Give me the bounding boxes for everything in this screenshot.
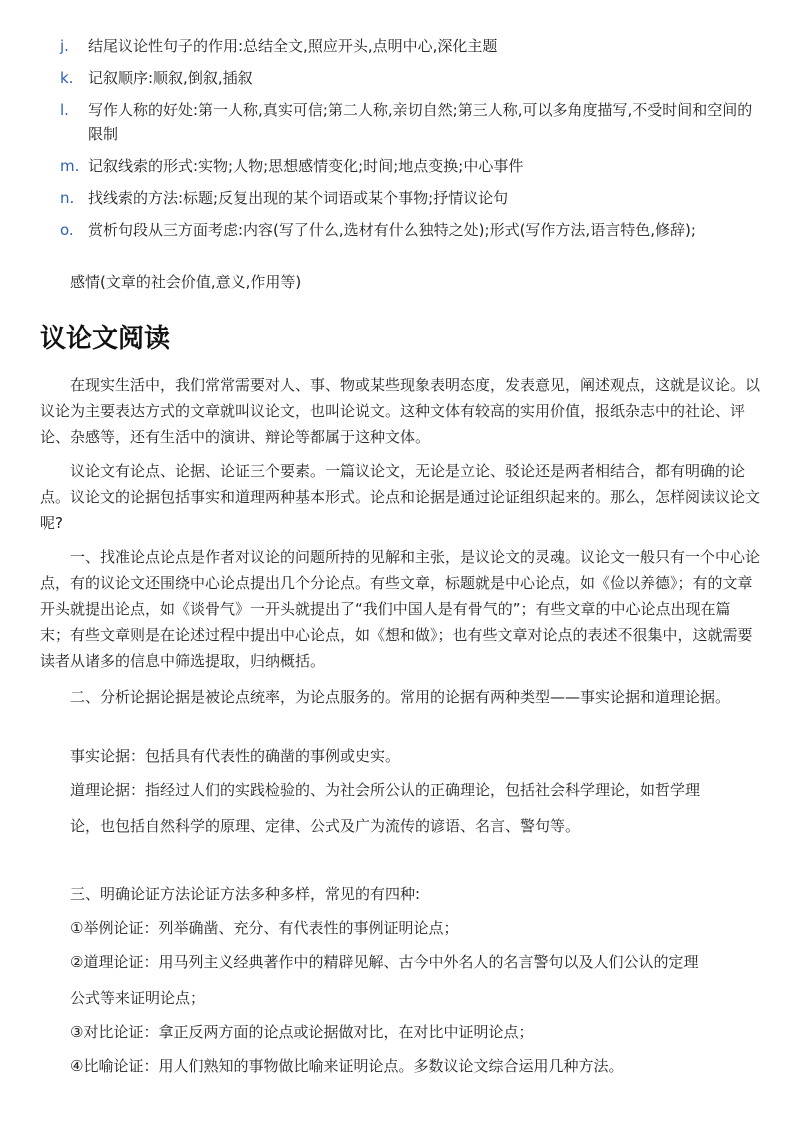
list-item-text: 记叙顺序:顺叙,倒叙,插叙: [88, 69, 253, 87]
method-reason-line: ②道理论证：用马列主义经典著作中的精辟见解、古今中外名人的名言警句以及人们公认的定理: [70, 953, 699, 971]
list-item: [60, 98, 760, 146]
list-item-text: 写作人称的好处:第一人称,真实可信;第二人称,亲切自然;第三人称,可以多角度描写,不受时间和空间的限制: [88, 101, 753, 143]
method-reason-line-continued: 公式等来证明论点；: [70, 989, 206, 1007]
paragraph-elements: 议论文有论点、论据、论证三个要素。一篇议论文，无论是立论、驳论还是两者相结合，都有明确的论点。议论文的论据包括事实和道理两种基本形式。论点和论据是通过论证组织起来的。那么，怎样阅读议论文呢?: [40, 462, 761, 532]
method-example-line: ①举例论证：列举确凿、充分、有代表性的事例证明论点；: [70, 919, 459, 937]
method-metaphor-line: ④比喻论证：用人们熟知的事物做比喻来证明论点。多数议论文综合运用几种方法。: [70, 1057, 624, 1075]
reason-evidence-line-continued: 论，也包括自然科学的原理、定律、公式及广为流传的谚语、名言、警句等。: [70, 817, 581, 835]
list-continuation: 感情(文章的社会价值,意义,作用等): [70, 273, 302, 291]
fact-evidence-line: 事实论据：包括具有代表性的确凿的事例或史实。: [70, 747, 401, 765]
list-item: [60, 154, 760, 178]
reason-evidence-line: 道理论据：指经过人们的实践检验的、为社会所公认的正确理论，包括社会科学理论，如哲学理: [70, 781, 701, 799]
paragraph-thesis: 一、找准论点论点是作者对议论的问题所持的见解和主张，是议论文的灵魂。议论文一般只有一个中心论点，有的议论文还围绕中心论点提出几个分论点。有些文章，标题就是中心论点，如《俭以养德》；有的文章开头就提出论点，如《谈骨气》一开头就提出了“我们中国人是有骨气的”；有些文章的中心论点出现在篇末；有些文章则是在论述过程中提出中心论点，如《想和做》；也有些文章对论点的表述不很集中，这就需要读者从诸多的信息中筛选提取，归纳概括。: [40, 548, 761, 670]
methods-intro-line: 三、明确论证方法论证方法多种多样，常见的有四种:: [70, 885, 421, 903]
list-marker: n.: [60, 189, 75, 207]
list-marker: l.: [60, 101, 69, 119]
method-contrast-line: ③对比论证：拿正反两方面的论点或论据做对比，在对比中证明论点；: [70, 1023, 534, 1041]
paragraph-evidence: 二、分析论据论据是被论点统率，为论点服务的。常用的论据有两种类型——事实论据和道理论据。: [70, 688, 731, 706]
list-item: [60, 66, 760, 90]
section-heading: 议论文阅读: [40, 324, 171, 354]
list-item-text: 找线索的方法:标题;反复出现的某个词语或某个事物;抒情议论句: [88, 189, 509, 207]
list-item: [60, 186, 760, 210]
list-marker: j.: [60, 37, 69, 55]
list-item: [60, 218, 760, 242]
list-marker: o.: [60, 221, 74, 239]
list-item-text: 结尾议论性句子的作用:总结全文,照应开头,点明中心,深化主题: [88, 37, 498, 55]
list-item-text: 赏析句段从三方面考虑:内容(写了什么,选材有什么独特之处);形式(写作方法,语言特色,修辞);: [88, 221, 696, 239]
list-marker: m.: [60, 157, 80, 175]
list-item: [60, 34, 760, 58]
list-item-text: 记叙线索的形式:实物;人物;思想感情变化;时间;地点变换;中心事件: [88, 157, 524, 175]
tips-list: [60, 34, 760, 250]
list-marker: k.: [60, 69, 74, 87]
paragraph-intro: 在现实生活中，我们常常需要对人、事、物或某些现象表明态度，发表意见，阐述观点，这就是议论。以议论为主要表达方式的文章就叫议论文，也叫论说文。这种文体有较高的实用价值，报纸杂志中的社论、评论、杂感等，还有生活中的演讲、辩论等都属于这种文体。: [40, 376, 761, 446]
